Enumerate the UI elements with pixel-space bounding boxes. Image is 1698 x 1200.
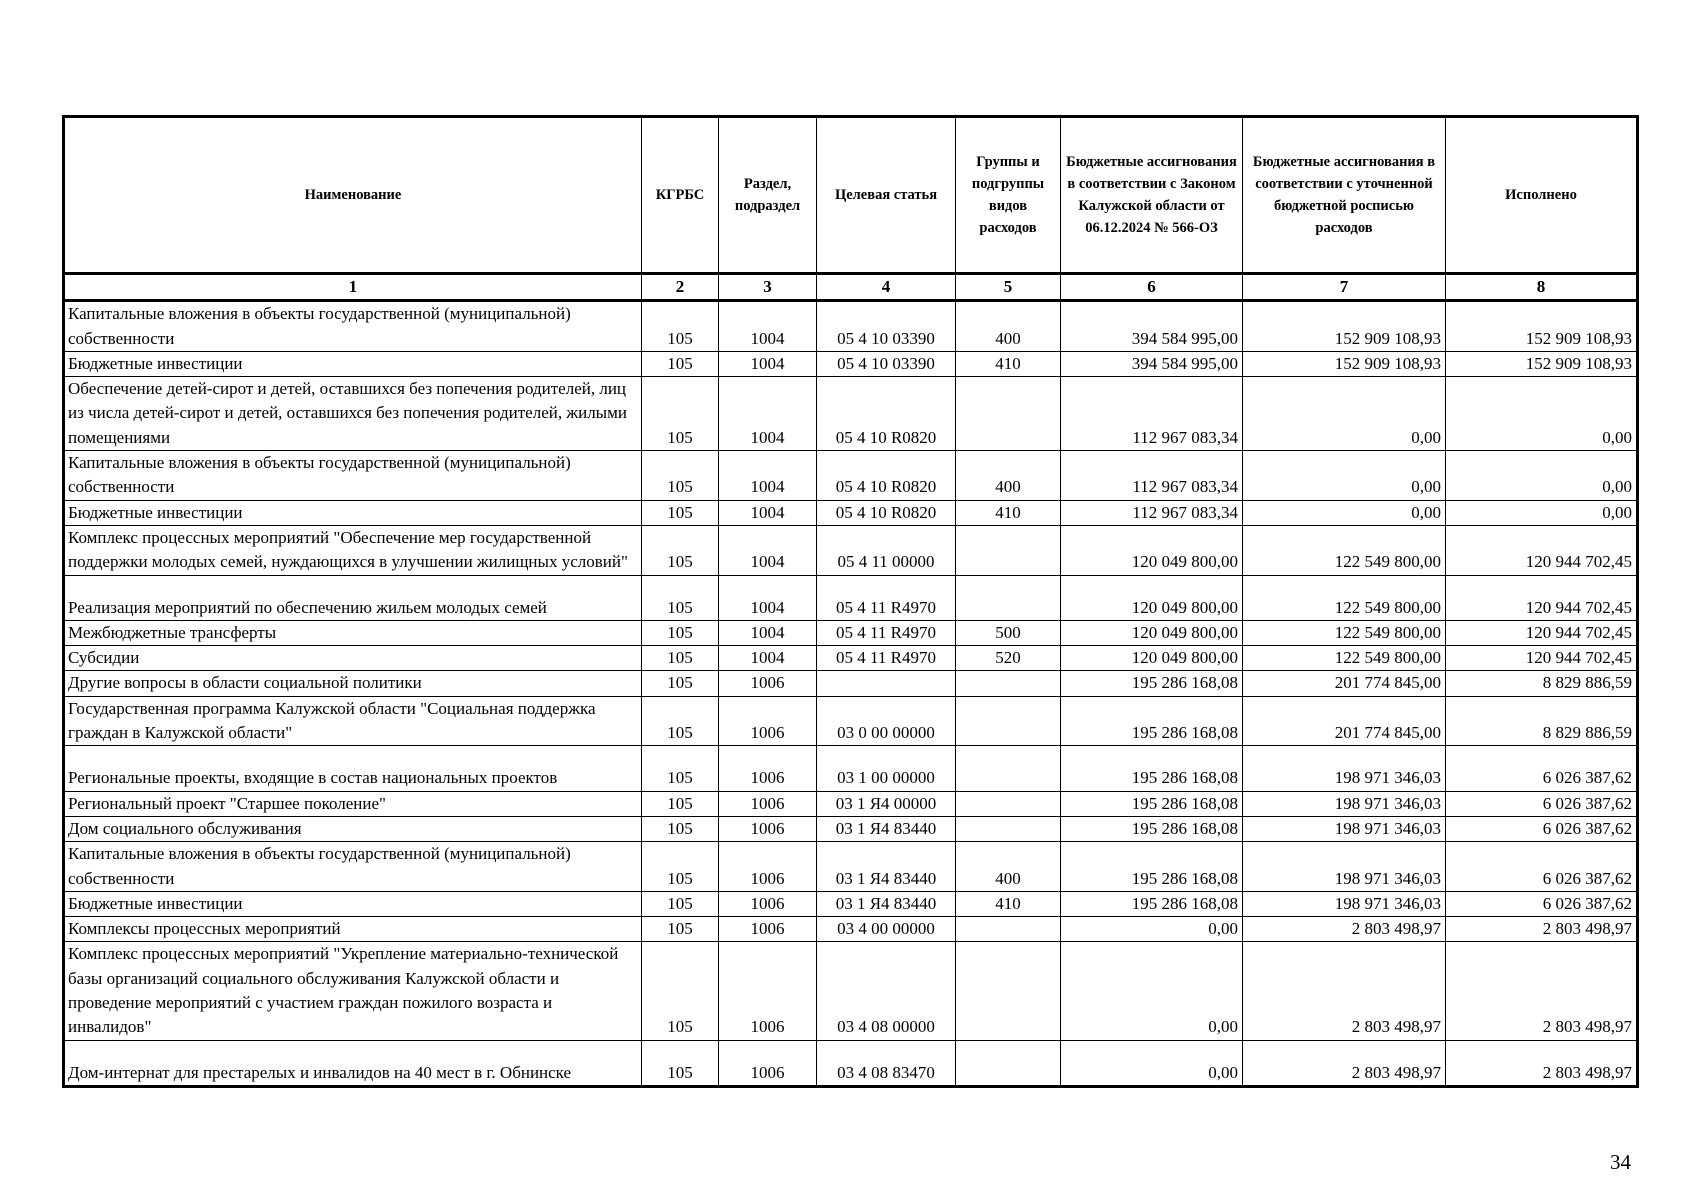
row-name-cell: Обеспечение детей-сирот и детей, оставшихся без попечения родителей, лиц из числа детей-сирот и детей, оставшихся без попечения родителей, жилыми помещениями bbox=[64, 377, 642, 451]
row-expense-group-cell bbox=[956, 696, 1061, 746]
row-target-article-cell: 05 4 10 R0820 bbox=[817, 451, 956, 501]
column-number: 1 bbox=[64, 274, 642, 301]
row-refined-amount-cell: 122 549 800,00 bbox=[1243, 620, 1446, 645]
row-law-amount-cell: 120 049 800,00 bbox=[1061, 575, 1243, 620]
row-kgrbs-cell: 105 bbox=[642, 377, 719, 451]
row-section-cell: 1006 bbox=[719, 891, 817, 916]
row-law-amount-cell: 112 967 083,34 bbox=[1061, 451, 1243, 501]
row-section-cell: 1006 bbox=[719, 942, 817, 1040]
row-section-cell: 1006 bbox=[719, 842, 817, 892]
row-law-amount-cell: 112 967 083,34 bbox=[1061, 500, 1243, 525]
row-section-cell: 1004 bbox=[719, 575, 817, 620]
row-expense-group-cell bbox=[956, 942, 1061, 1040]
row-refined-amount-cell: 201 774 845,00 bbox=[1243, 671, 1446, 696]
row-refined-amount-cell: 198 971 346,03 bbox=[1243, 791, 1446, 816]
row-kgrbs-cell: 105 bbox=[642, 351, 719, 376]
column-number: 6 bbox=[1061, 274, 1243, 301]
row-target-article-cell: 03 0 00 00000 bbox=[817, 696, 956, 746]
row-kgrbs-cell: 105 bbox=[642, 500, 719, 525]
row-expense-group-cell bbox=[956, 791, 1061, 816]
row-section-cell: 1004 bbox=[719, 451, 817, 501]
row-target-article-cell: 05 4 10 R0820 bbox=[817, 500, 956, 525]
row-executed-amount-cell: 120 944 702,45 bbox=[1446, 646, 1638, 671]
header-expense-group: Группы и подгруппы видов расходов bbox=[956, 117, 1061, 274]
column-number: 5 bbox=[956, 274, 1061, 301]
row-name-cell: Бюджетные инвестиции bbox=[64, 500, 642, 525]
row-kgrbs-cell: 105 bbox=[642, 575, 719, 620]
row-refined-amount-cell: 122 549 800,00 bbox=[1243, 646, 1446, 671]
table-row bbox=[64, 791, 1638, 816]
row-section-cell: 1006 bbox=[719, 696, 817, 746]
row-name-cell: Межбюджетные трансферты bbox=[64, 620, 642, 645]
table-row bbox=[64, 500, 1638, 525]
row-executed-amount-cell: 6 026 387,62 bbox=[1446, 891, 1638, 916]
row-target-article-cell: 03 1 Я4 00000 bbox=[817, 791, 956, 816]
table-row bbox=[64, 620, 1638, 645]
row-refined-amount-cell: 2 803 498,97 bbox=[1243, 1040, 1446, 1086]
table-row bbox=[64, 351, 1638, 376]
row-refined-amount-cell: 2 803 498,97 bbox=[1243, 942, 1446, 1040]
table-row bbox=[64, 891, 1638, 916]
row-executed-amount-cell: 120 944 702,45 bbox=[1446, 575, 1638, 620]
row-expense-group-cell bbox=[956, 816, 1061, 841]
header-kgrbs: КГРБС bbox=[642, 117, 719, 274]
row-law-amount-cell: 120 049 800,00 bbox=[1061, 620, 1243, 645]
row-expense-group-cell: 400 bbox=[956, 301, 1061, 352]
row-section-cell: 1004 bbox=[719, 646, 817, 671]
table-body bbox=[64, 301, 1638, 1087]
row-target-article-cell: 05 4 10 03390 bbox=[817, 351, 956, 376]
row-name-cell: Комплекс процессных мероприятий "Укрепление материально-технической базы организаций социального обслуживания Калужской области и проведение мероприятий с участием граждан пожилого возраста и инвалидов" bbox=[64, 942, 642, 1040]
column-number: 4 bbox=[817, 274, 956, 301]
row-kgrbs-cell: 105 bbox=[642, 620, 719, 645]
row-name-cell: Капитальные вложения в объекты государственной (муниципальной) собственности bbox=[64, 842, 642, 892]
table-row bbox=[64, 301, 1638, 352]
row-kgrbs-cell: 105 bbox=[642, 301, 719, 352]
row-expense-group-cell bbox=[956, 746, 1061, 791]
row-expense-group-cell: 500 bbox=[956, 620, 1061, 645]
row-name-cell: Капитальные вложения в объекты государственной (муниципальной) собственности bbox=[64, 301, 642, 352]
table-row bbox=[64, 646, 1638, 671]
row-refined-amount-cell: 198 971 346,03 bbox=[1243, 842, 1446, 892]
row-target-article-cell: 03 1 Я4 83440 bbox=[817, 816, 956, 841]
row-law-amount-cell: 0,00 bbox=[1061, 917, 1243, 942]
row-kgrbs-cell: 105 bbox=[642, 917, 719, 942]
row-expense-group-cell: 400 bbox=[956, 451, 1061, 501]
row-name-cell: Бюджетные инвестиции bbox=[64, 891, 642, 916]
row-executed-amount-cell: 2 803 498,97 bbox=[1446, 917, 1638, 942]
row-kgrbs-cell: 105 bbox=[642, 451, 719, 501]
row-section-cell: 1004 bbox=[719, 500, 817, 525]
row-executed-amount-cell: 0,00 bbox=[1446, 451, 1638, 501]
row-law-amount-cell: 120 049 800,00 bbox=[1061, 525, 1243, 575]
row-executed-amount-cell: 8 829 886,59 bbox=[1446, 696, 1638, 746]
row-law-amount-cell: 195 286 168,08 bbox=[1061, 696, 1243, 746]
row-refined-amount-cell: 0,00 bbox=[1243, 377, 1446, 451]
table-row bbox=[64, 942, 1638, 1040]
row-refined-amount-cell: 201 774 845,00 bbox=[1243, 696, 1446, 746]
row-expense-group-cell bbox=[956, 1040, 1061, 1086]
row-section-cell: 1006 bbox=[719, 1040, 817, 1086]
row-refined-amount-cell: 198 971 346,03 bbox=[1243, 816, 1446, 841]
row-target-article-cell: 05 4 11 R4970 bbox=[817, 620, 956, 645]
column-number: 3 bbox=[719, 274, 817, 301]
row-name-cell: Бюджетные инвестиции bbox=[64, 351, 642, 376]
row-executed-amount-cell: 0,00 bbox=[1446, 500, 1638, 525]
table-row bbox=[64, 696, 1638, 746]
row-section-cell: 1006 bbox=[719, 746, 817, 791]
row-law-amount-cell: 195 286 168,08 bbox=[1061, 746, 1243, 791]
row-executed-amount-cell: 6 026 387,62 bbox=[1446, 816, 1638, 841]
column-number: 7 bbox=[1243, 274, 1446, 301]
row-kgrbs-cell: 105 bbox=[642, 842, 719, 892]
table-row bbox=[64, 842, 1638, 892]
row-section-cell: 1004 bbox=[719, 620, 817, 645]
table-row bbox=[64, 575, 1638, 620]
row-executed-amount-cell: 2 803 498,97 bbox=[1446, 1040, 1638, 1086]
row-name-cell: Дом-интернат для престарелых и инвалидов на 40 мест в г. Обнинске bbox=[64, 1040, 642, 1086]
row-executed-amount-cell: 8 829 886,59 bbox=[1446, 671, 1638, 696]
row-name-cell: Дом социального обслуживания bbox=[64, 816, 642, 841]
row-section-cell: 1006 bbox=[719, 671, 817, 696]
row-name-cell: Комплекс процессных мероприятий "Обеспечение мер государственной поддержки молодых семей, нуждающихся в улучшении жилищных условий" bbox=[64, 525, 642, 575]
row-executed-amount-cell: 120 944 702,45 bbox=[1446, 525, 1638, 575]
row-section-cell: 1006 bbox=[719, 917, 817, 942]
row-section-cell: 1006 bbox=[719, 791, 817, 816]
page-number: 34 bbox=[1610, 1150, 1631, 1174]
row-target-article-cell: 05 4 10 R0820 bbox=[817, 377, 956, 451]
row-target-article-cell: 05 4 11 R4970 bbox=[817, 575, 956, 620]
row-refined-amount-cell: 152 909 108,93 bbox=[1243, 301, 1446, 352]
row-name-cell: Капитальные вложения в объекты государственной (муниципальной) собственности bbox=[64, 451, 642, 501]
row-expense-group-cell: 520 bbox=[956, 646, 1061, 671]
row-expense-group-cell bbox=[956, 525, 1061, 575]
table-row bbox=[64, 671, 1638, 696]
row-kgrbs-cell: 105 bbox=[642, 646, 719, 671]
row-law-amount-cell: 394 584 995,00 bbox=[1061, 301, 1243, 352]
row-kgrbs-cell: 105 bbox=[642, 942, 719, 1040]
row-kgrbs-cell: 105 bbox=[642, 696, 719, 746]
row-name-cell: Субсидии bbox=[64, 646, 642, 671]
table-row bbox=[64, 816, 1638, 841]
row-law-amount-cell: 195 286 168,08 bbox=[1061, 842, 1243, 892]
table-row bbox=[64, 746, 1638, 791]
row-name-cell: Реализация мероприятий по обеспечению жильем молодых семей bbox=[64, 575, 642, 620]
header-section: Раздел, подраздел bbox=[719, 117, 817, 274]
row-target-article-cell: 03 1 Я4 83440 bbox=[817, 891, 956, 916]
row-law-amount-cell: 195 286 168,08 bbox=[1061, 791, 1243, 816]
table-row bbox=[64, 525, 1638, 575]
row-expense-group-cell bbox=[956, 917, 1061, 942]
row-refined-amount-cell: 198 971 346,03 bbox=[1243, 746, 1446, 791]
row-kgrbs-cell: 105 bbox=[642, 791, 719, 816]
row-section-cell: 1004 bbox=[719, 525, 817, 575]
row-target-article-cell: 03 4 08 00000 bbox=[817, 942, 956, 1040]
row-target-article-cell bbox=[817, 671, 956, 696]
row-section-cell: 1004 bbox=[719, 301, 817, 352]
row-law-amount-cell: 0,00 bbox=[1061, 1040, 1243, 1086]
row-expense-group-cell: 410 bbox=[956, 351, 1061, 376]
column-number-row bbox=[64, 274, 1638, 301]
row-expense-group-cell: 410 bbox=[956, 500, 1061, 525]
row-kgrbs-cell: 105 bbox=[642, 1040, 719, 1086]
row-target-article-cell: 03 4 08 83470 bbox=[817, 1040, 956, 1086]
row-name-cell: Региональные проекты, входящие в состав национальных проектов bbox=[64, 746, 642, 791]
column-number: 2 bbox=[642, 274, 719, 301]
header-law-allocations: Бюджетные ассигнования в соответствии с Законом Калужской области от 06.12.2024 № 566-ОЗ bbox=[1061, 117, 1243, 274]
row-name-cell: Региональный проект "Старшее поколение" bbox=[64, 791, 642, 816]
row-expense-group-cell: 410 bbox=[956, 891, 1061, 916]
header-row bbox=[64, 117, 1638, 274]
header-executed: Исполнено bbox=[1446, 117, 1638, 274]
row-kgrbs-cell: 105 bbox=[642, 891, 719, 916]
row-target-article-cell: 05 4 10 03390 bbox=[817, 301, 956, 352]
row-name-cell: Другие вопросы в области социальной политики bbox=[64, 671, 642, 696]
row-executed-amount-cell: 120 944 702,45 bbox=[1446, 620, 1638, 645]
row-refined-amount-cell: 0,00 bbox=[1243, 500, 1446, 525]
header-name: Наименование bbox=[64, 117, 642, 274]
row-section-cell: 1004 bbox=[719, 351, 817, 376]
row-law-amount-cell: 195 286 168,08 bbox=[1061, 816, 1243, 841]
row-kgrbs-cell: 105 bbox=[642, 525, 719, 575]
column-number: 8 bbox=[1446, 274, 1638, 301]
row-law-amount-cell: 120 049 800,00 bbox=[1061, 646, 1243, 671]
row-kgrbs-cell: 105 bbox=[642, 671, 719, 696]
row-target-article-cell: 03 1 00 00000 bbox=[817, 746, 956, 791]
row-refined-amount-cell: 152 909 108,93 bbox=[1243, 351, 1446, 376]
row-executed-amount-cell: 6 026 387,62 bbox=[1446, 791, 1638, 816]
row-expense-group-cell bbox=[956, 671, 1061, 696]
row-target-article-cell: 03 1 Я4 83440 bbox=[817, 842, 956, 892]
header-target-article: Целевая статья bbox=[817, 117, 956, 274]
row-kgrbs-cell: 105 bbox=[642, 816, 719, 841]
row-target-article-cell: 03 4 00 00000 bbox=[817, 917, 956, 942]
row-refined-amount-cell: 0,00 bbox=[1243, 451, 1446, 501]
row-expense-group-cell bbox=[956, 575, 1061, 620]
row-kgrbs-cell: 105 bbox=[642, 746, 719, 791]
row-name-cell: Государственная программа Калужской области "Социальная поддержка граждан в Калужской области" bbox=[64, 696, 642, 746]
row-target-article-cell: 05 4 11 R4970 bbox=[817, 646, 956, 671]
budget-table-wrapper bbox=[62, 115, 1636, 1088]
row-executed-amount-cell: 6 026 387,62 bbox=[1446, 746, 1638, 791]
row-executed-amount-cell: 152 909 108,93 bbox=[1446, 301, 1638, 352]
table-row bbox=[64, 451, 1638, 501]
row-expense-group-cell: 400 bbox=[956, 842, 1061, 892]
header-refined-allocations: Бюджетные ассигнования в соответствии с уточненной бюджетной росписью расходов bbox=[1243, 117, 1446, 274]
row-law-amount-cell: 195 286 168,08 bbox=[1061, 671, 1243, 696]
row-target-article-cell: 05 4 11 00000 bbox=[817, 525, 956, 575]
table-row bbox=[64, 917, 1638, 942]
row-law-amount-cell: 0,00 bbox=[1061, 942, 1243, 1040]
row-expense-group-cell bbox=[956, 377, 1061, 451]
table-row bbox=[64, 377, 1638, 451]
budget-table bbox=[62, 115, 1639, 1088]
row-law-amount-cell: 394 584 995,00 bbox=[1061, 351, 1243, 376]
row-name-cell: Комплексы процессных мероприятий bbox=[64, 917, 642, 942]
row-law-amount-cell: 112 967 083,34 bbox=[1061, 377, 1243, 451]
row-executed-amount-cell: 2 803 498,97 bbox=[1446, 942, 1638, 1040]
table-row bbox=[64, 1040, 1638, 1086]
row-law-amount-cell: 195 286 168,08 bbox=[1061, 891, 1243, 916]
row-refined-amount-cell: 122 549 800,00 bbox=[1243, 525, 1446, 575]
row-executed-amount-cell: 152 909 108,93 bbox=[1446, 351, 1638, 376]
row-refined-amount-cell: 122 549 800,00 bbox=[1243, 575, 1446, 620]
row-refined-amount-cell: 2 803 498,97 bbox=[1243, 917, 1446, 942]
row-section-cell: 1004 bbox=[719, 377, 817, 451]
row-section-cell: 1006 bbox=[719, 816, 817, 841]
row-refined-amount-cell: 198 971 346,03 bbox=[1243, 891, 1446, 916]
row-executed-amount-cell: 6 026 387,62 bbox=[1446, 842, 1638, 892]
row-executed-amount-cell: 0,00 bbox=[1446, 377, 1638, 451]
